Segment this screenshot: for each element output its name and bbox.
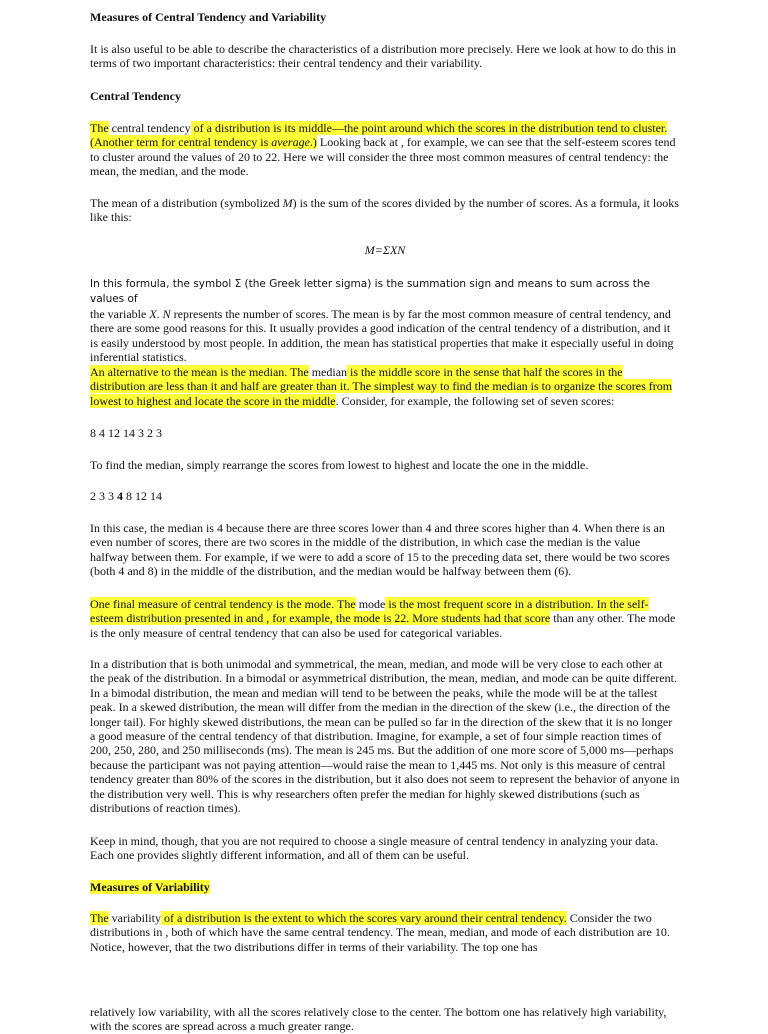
keep-in-mind-paragraph: Keep in mind, though, that you are not required to choose a single measure of central tendency in analyzing your data. Each one provides slightly different information, and all of them can be useful. <box>90 834 659 863</box>
score-set-sorted <box>90 489 680 503</box>
highlight: The <box>90 121 109 135</box>
text: ) is the sum of the scores divided by the number of scores. As a formula, it looks like this: <box>90 196 679 225</box>
median-explanation: In this case, the median is 4 because there are three scores lower than 4 and three scores higher than 4. When there is an even number of scores, there are two scores in the middle of the distribution, in which case the median is the value halfway between them. For example, if we were to add a score of 15 to the preceding data set, there would be two scores (both 4 and 8) in the middle of the distribution, and the median would be halfway between them (6). <box>90 521 670 579</box>
median-value: 4 <box>117 489 123 503</box>
intro-paragraph: It is also useful to be able to describe the characteristics of a distribution more precisely. Here we look at how to do this in terms of two important characteristics: their central tendency and their variability. <box>90 42 677 71</box>
text: Consider the two distributions in , both of which have the same central tendency. The mean, median, and mode of each distribution are 10. Notice, however, that the two distributions differ in terms of their variability. The top one has <box>90 911 670 954</box>
text: The mean of a distribution (symbolized <box>90 196 283 210</box>
median-instruction: To find the median, simply rearrange the scores from lowest to highest and locate the one in the middle. <box>90 458 589 472</box>
highlight: An alternative to the mean is the median. The <box>90 365 309 379</box>
term: median <box>308 365 348 379</box>
median-definition <box>90 365 680 408</box>
term: variability <box>108 911 161 925</box>
text: . <box>156 306 163 321</box>
highlight: .) <box>309 135 317 150</box>
highlight: Measures of Variability <box>90 880 210 894</box>
highlight: One final measure of central tendency is the mode. The <box>90 597 356 611</box>
text: the variable <box>90 306 150 321</box>
symbol-m: M <box>282 196 293 210</box>
variability-definition <box>90 911 680 954</box>
text: In this formula, the symbol Σ (the Greek letter sigma) is the summation sign and means to sum across the values of <box>90 278 650 306</box>
document-title: Measures of Central Tendency and Variability <box>90 10 327 24</box>
text: 2 3 3 <box>90 489 117 503</box>
highlight: is the most frequent score in a distribution. In the self-esteem distribution presented in and , for example, the mode is 22. More students had that score <box>90 597 649 626</box>
variability-continuation: relatively low variability, with all the scores relatively close to the center. The bottom one has relatively high variability, with the scores are spread across a much greater range. <box>90 1005 667 1034</box>
highlight: of a distribution is its middle—the point around which the scores in the distribution tend to cluster. (Another term for central tendency is <box>90 121 668 150</box>
text: Looking back at , for example, we can see that the self-esteem scores tend to cluster around the values of 20 to 22. Here we will consider the three most common measures of central tendency: the mean, the median, and the mode. <box>90 135 676 179</box>
text: . Consider, for example, the following set of seven scores: <box>335 393 615 408</box>
distribution-shape-paragraph: In a distribution that is both unimodal and symmetrical, the mean, median, and mode will be very close to each other at the peak of the distribution. In a bimodal or asymmetrical distribution, the mean, median, and mode can be quite different. In a bimodal distribution, the mean and median will tend to be between the peaks, while the mode will be at the tallest peak. In a skewed distribution, the mean will differ from the median in the direction of the skew (i.e., the direction of the longer tail). For highly skewed distributions, the mean can be pulled so far in the direction of the skew that it is no longer a good measure of the central tendency of that distribution. Imagine, for example, a set of four simple reaction times of 200, 250, 280, and 250 milliseconds (ms). The mean is 245 ms. But the addition of one more score of 5,000 ms—perhaps because the participant was not paying attention—would raise the mean to 1,445 ms. Not only is this measure of central tendency greater than 80% of the scores in the distribution, but it also does not seem to represent the behavior of anyone in the distribution very well. This is why researchers often prefer the median for highly skewed distributions (such as distributions of reaction times). <box>90 657 680 816</box>
symbol-x: X <box>149 306 157 321</box>
text: represents the number of scores. The mean is by far the most common measure of central tendency, and there are some good reasons for this. It usually provides a good indication of the central tendency of a distribution, and it is easily understood by most people. In addition, the mean has statistical properties that make it especially useful in doing inferential statistics. <box>90 306 674 365</box>
highlight-term: average <box>271 135 310 150</box>
variability-heading <box>90 880 680 894</box>
highlight: of a distribution is the extent to which the scores vary around their central tendency. <box>160 911 567 925</box>
mean-paragraph <box>90 196 680 225</box>
text: 8 12 14 <box>123 489 162 503</box>
term: mode <box>355 597 386 611</box>
formula-explanation <box>90 276 680 364</box>
score-set-unsorted: 8 4 12 14 3 2 3 <box>90 426 162 440</box>
central-tendency-definition <box>90 121 680 179</box>
term: central tendency <box>108 121 191 135</box>
mean-formula: M=ΣXN <box>364 243 406 257</box>
central-tendency-heading: Central Tendency <box>90 89 182 103</box>
highlight: The <box>90 911 109 925</box>
text: than any other. The mode is the only measure of central tendency that can also be used for categorical variables. <box>90 611 676 640</box>
mode-definition <box>90 597 680 640</box>
highlight: is the middle score in the sense that half the scores in the distribution are less than it and half are greater than it. The simplest way to find the median is to organize the scores from lowest to highest and locate the score in the middle <box>90 365 673 408</box>
symbol-n: N <box>162 306 171 321</box>
